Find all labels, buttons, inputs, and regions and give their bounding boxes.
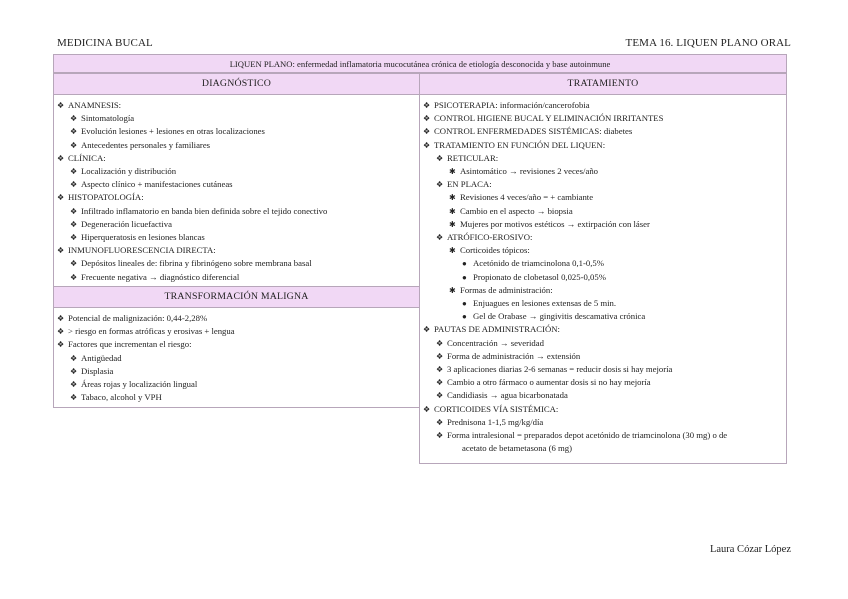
- list-item-text: HISTOPATOLOGÍA:: [68, 192, 144, 203]
- list-item-text: Factores que incrementan el riesgo:: [68, 339, 192, 350]
- list-item: [57, 244, 419, 257]
- banner-title: LIQUEN PLANO: [229, 59, 293, 69]
- list-item: [423, 218, 786, 231]
- diamond-bullet-icon: ❖: [70, 393, 78, 403]
- diamond-bullet-icon: ❖: [436, 391, 444, 401]
- list-item: [57, 231, 419, 244]
- list-item: [57, 99, 419, 112]
- list-item: [423, 403, 786, 416]
- list-item-text: Acetónido de triamcinolona 0,1-0,5%: [473, 258, 604, 269]
- list-item: [57, 218, 419, 231]
- list-item-text: Formas de administración:: [460, 284, 553, 295]
- list-item-text: Localización y distribución: [81, 166, 177, 177]
- list-item: [423, 231, 786, 244]
- transformacion-panel: [53, 286, 420, 408]
- list-item: [423, 112, 786, 125]
- list-item: [423, 389, 786, 402]
- list-item-text: Sintomatología: [81, 113, 135, 124]
- list-item-text: Antecedentes personales y familiares: [81, 139, 211, 150]
- list-item-text: CONTROL ENFERMEDADES SISTÉMICAS: diabetes: [434, 126, 633, 137]
- list-item-text: Potencial de malignización: 0,44-2,28%: [68, 313, 208, 323]
- list-item: [57, 271, 419, 284]
- asterisk-bullet-icon: ✱: [449, 167, 456, 177]
- list-item-text: Tabaco, alcohol y VPH: [81, 392, 162, 403]
- list-item: [423, 125, 786, 138]
- diamond-bullet-icon: ❖: [57, 327, 65, 337]
- dot-bullet-icon: ●: [462, 312, 467, 322]
- diamond-bullet-icon: ❖: [70, 259, 78, 269]
- diamond-bullet-icon: ❖: [57, 340, 65, 350]
- footer-author: Laura Cózar López: [709, 544, 791, 555]
- list-item-text: Prednisona 1-1,5 mg/kg/día: [447, 416, 544, 427]
- list-item: [423, 178, 786, 191]
- diamond-bullet-icon: ❖: [70, 233, 78, 243]
- list-item-text: Cambio en el aspecto → biopsia: [460, 205, 573, 216]
- diamond-bullet-icon: ❖: [423, 404, 431, 414]
- list-item: [423, 363, 786, 376]
- list-item-text: Propionato de clobetasol 0,025-0,05%: [473, 271, 606, 282]
- list-item-text: CLÍNICA:: [68, 152, 106, 163]
- list-item-text: Corticoides tópicos:: [460, 245, 530, 256]
- list-item-text: CORTICOIDES VÍA SISTÉMICA:: [434, 403, 559, 414]
- list-item: [423, 323, 786, 336]
- list-item: [57, 365, 419, 378]
- list-item: [57, 205, 419, 218]
- list-item: [423, 271, 786, 284]
- diamond-bullet-icon: ❖: [436, 180, 444, 190]
- tratamiento-panel: [419, 73, 787, 464]
- header-subject: MEDICINA BUCAL: [57, 37, 153, 49]
- list-item: [57, 312, 419, 325]
- list-item: [57, 391, 419, 404]
- diamond-bullet-icon: ❖: [70, 206, 78, 216]
- diamond-bullet-icon: ❖: [57, 153, 65, 163]
- list-item-text: Hiperqueratosis en lesiones blancas: [81, 232, 205, 243]
- banner-text: : enfermedad inflamatoria mucocutánea crónica de etiología desconocida y base autoinmune: [292, 59, 611, 69]
- diamond-bullet-icon: ❖: [57, 193, 65, 203]
- list-item: [57, 325, 419, 338]
- dot-bullet-icon: ●: [462, 272, 467, 282]
- list-item: [57, 112, 419, 125]
- diamond-bullet-icon: ❖: [57, 246, 65, 256]
- list-item-text: Aspecto clínico + manifestaciones cutáneas: [81, 179, 233, 190]
- list-item-text: PSICOTERAPIA: información/cancerofobia: [434, 100, 590, 110]
- list-item: [423, 244, 786, 257]
- dot-bullet-icon: ●: [462, 299, 467, 309]
- list-item: [423, 442, 786, 455]
- list-item: [423, 152, 786, 165]
- list-item: [423, 284, 786, 297]
- list-item-text: acetato de betametasona (6 mg): [462, 443, 572, 454]
- list-item: [423, 191, 786, 204]
- list-item: [57, 257, 419, 270]
- list-item: [423, 165, 786, 178]
- diamond-bullet-icon: ❖: [436, 365, 444, 375]
- list-item-text: Evolución lesiones + lesiones en otras localizaciones: [81, 126, 265, 137]
- definition-banner: [53, 54, 787, 73]
- asterisk-bullet-icon: ✱: [449, 219, 456, 229]
- list-item-text: TRATAMIENTO EN FUNCIÓN DEL LIQUEN:: [434, 139, 606, 150]
- list-item-text: Forma de administración → extensión: [447, 350, 581, 361]
- diamond-bullet-icon: ❖: [70, 127, 78, 137]
- list-item: [57, 352, 419, 365]
- list-item: [423, 205, 786, 218]
- diamond-bullet-icon: ❖: [436, 417, 444, 427]
- list-item: [423, 429, 786, 442]
- asterisk-bullet-icon: ✱: [449, 193, 456, 203]
- list-item-text: Candidiasis → agua bicarbonatada: [447, 390, 568, 401]
- diamond-bullet-icon: ❖: [70, 114, 78, 124]
- diamond-bullet-icon: ❖: [423, 101, 431, 110]
- list-item: [57, 125, 419, 138]
- asterisk-bullet-icon: ✱: [449, 285, 456, 295]
- diamond-bullet-icon: ❖: [436, 338, 444, 348]
- diamond-bullet-icon: ❖: [423, 325, 431, 335]
- list-item-text: RETICULAR:: [447, 152, 499, 163]
- diamond-bullet-icon: ❖: [436, 351, 444, 361]
- list-item: [423, 310, 786, 323]
- list-item-text: ATRÓFICO-EROSIVO:: [447, 232, 533, 243]
- diamond-bullet-icon: ❖: [57, 314, 65, 323]
- list-item-text: EN PLACA:: [447, 179, 492, 190]
- list-item-text: Displasia: [81, 365, 114, 376]
- list-item-text: Concentración → severidad: [447, 337, 544, 348]
- list-item-text: Infiltrado inflamatorio en banda bien definida sobre el tejido conectivo: [81, 205, 328, 216]
- list-item: [57, 165, 419, 178]
- list-item-text: Depósitos lineales de: fibrina y fibrinógeno sobre membrana basal: [81, 258, 312, 269]
- diamond-bullet-icon: ❖: [436, 233, 444, 243]
- list-item-text: Antigüedad: [81, 352, 122, 363]
- asterisk-bullet-icon: ✱: [449, 206, 456, 216]
- diamond-bullet-icon: ❖: [436, 378, 444, 388]
- diamond-bullet-icon: ❖: [57, 101, 65, 110]
- list-item: [423, 297, 786, 310]
- dot-bullet-icon: ●: [462, 259, 467, 269]
- diamond-bullet-icon: ❖: [70, 272, 78, 282]
- diamond-bullet-icon: ❖: [436, 431, 444, 441]
- transformacion-heading: TRANSFORMACIÓN MALIGNA: [54, 287, 419, 308]
- list-item-text: Degeneración licuefactiva: [81, 218, 172, 229]
- diamond-bullet-icon: ❖: [70, 180, 78, 190]
- diamond-bullet-icon: ❖: [423, 140, 431, 150]
- list-item: [423, 257, 786, 270]
- diamond-bullet-icon: ❖: [70, 380, 78, 390]
- diamond-bullet-icon: ❖: [70, 140, 78, 150]
- list-item-text: Gel de Orabase → gingivitis descamativa crónica: [473, 311, 646, 322]
- list-item: [423, 99, 786, 112]
- transformacion-list: [54, 308, 419, 404]
- diamond-bullet-icon: ❖: [70, 167, 78, 177]
- list-item: [57, 139, 419, 152]
- list-item: [423, 376, 786, 389]
- list-item-text: Cambio a otro fármaco o aumentar dosis si no hay mejoría: [447, 377, 651, 388]
- list-item-text: PAUTAS DE ADMINISTRACIÓN:: [434, 324, 560, 335]
- list-item-text: ANAMNESIS:: [68, 100, 122, 110]
- tratamiento-heading: TRATAMIENTO: [420, 74, 786, 95]
- list-item-text: Asintomático → revisiones 2 veces/año: [460, 166, 599, 177]
- list-item: [423, 139, 786, 152]
- list-item-text: > riesgo en formas atróficas y erosivas + lengua: [68, 326, 235, 337]
- list-item-text: Áreas rojas y localización lingual: [81, 379, 198, 390]
- list-item: [57, 338, 419, 351]
- diamond-bullet-icon: ❖: [423, 127, 431, 137]
- tratamiento-list: [420, 95, 786, 455]
- list-item-text: Forma intralesional = preparados depot acetónido de triamcinolona (30 mg) o de: [447, 430, 728, 441]
- list-item: [423, 337, 786, 350]
- list-item-text: INMUNOFLUORESCENCIA DIRECTA:: [68, 245, 216, 256]
- list-item-text: 3 aplicaciones diarias 2-6 semanas = reducir dosis si hay mejoría: [447, 364, 673, 375]
- list-item-text: CONTROL HIGIENE BUCAL Y ELIMINACIÓN IRRITANTES: [434, 113, 664, 124]
- list-item: [423, 416, 786, 429]
- diagnostico-heading: DIAGNÓSTICO: [54, 74, 419, 95]
- diamond-bullet-icon: ❖: [70, 353, 78, 363]
- list-item-text: Revisiones 4 veces/año = + cambiante: [460, 192, 594, 203]
- diamond-bullet-icon: ❖: [70, 366, 78, 376]
- diagnostico-list: [54, 95, 419, 284]
- list-item: [57, 152, 419, 165]
- list-item-text: Enjuagues en lesiones extensas de 5 min.: [473, 298, 617, 309]
- list-item-text: Frecuente negativa → diagnóstico diferencial: [81, 271, 240, 282]
- diamond-bullet-icon: ❖: [423, 114, 431, 124]
- list-item-text: Mujeres por motivos estéticos → extirpación con láser: [460, 218, 650, 229]
- list-item: [57, 191, 419, 204]
- list-item: [423, 350, 786, 363]
- diamond-bullet-icon: ❖: [436, 153, 444, 163]
- diamond-bullet-icon: ❖: [70, 219, 78, 229]
- list-item: [57, 378, 419, 391]
- header-topic: TEMA 16. LIQUEN PLANO ORAL: [625, 37, 791, 49]
- asterisk-bullet-icon: ✱: [449, 246, 456, 256]
- list-item: [57, 178, 419, 191]
- diagnostico-panel: [53, 73, 420, 287]
